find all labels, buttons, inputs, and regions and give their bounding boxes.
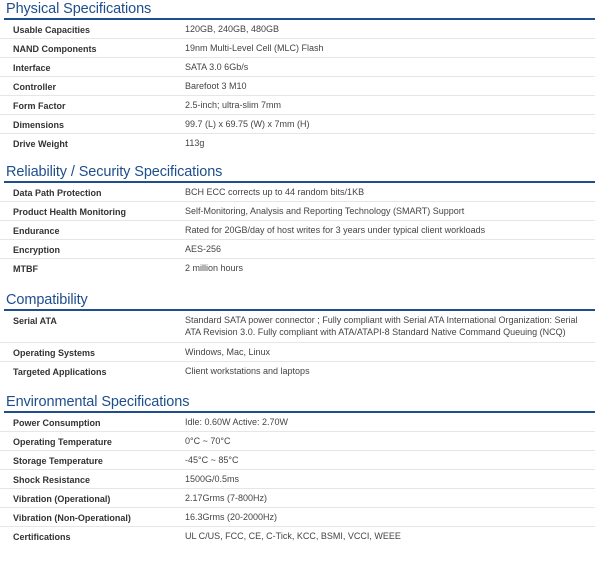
spec-row (0, 202, 595, 221)
spec-value: 2.17Grms (7-800Hz) (185, 493, 268, 503)
spec-row (0, 259, 595, 277)
spec-row (0, 432, 595, 451)
spec-row (0, 115, 595, 134)
spec-label: Vibration (Non-Operational) (13, 513, 131, 523)
spec-value: -45°C ~ 85°C (185, 455, 239, 465)
spec-label: Usable Capacities (13, 25, 91, 35)
spec-value: UL C/US, FCC, CE, C-Tick, KCC, BSMI, VCCI, WEEE (185, 531, 401, 541)
compatibility-section (0, 291, 600, 380)
reliability-security-section (0, 163, 600, 277)
spec-label: Certifications (13, 532, 71, 542)
spec-value: Idle: 0.60W Active: 2.70W (185, 417, 289, 427)
spec-row (0, 39, 595, 58)
spec-row (0, 240, 595, 259)
spec-row (0, 58, 595, 77)
spec-row (0, 96, 595, 115)
spec-label: Vibration (Operational) (13, 494, 111, 504)
spec-label: Serial ATA (13, 316, 57, 326)
spec-row (0, 311, 595, 343)
spec-label: Operating Temperature (13, 437, 112, 447)
spec-row (0, 183, 595, 202)
spec-value: Client workstations and laptops (185, 366, 310, 376)
spec-value: 1500G/0.5ms (185, 474, 240, 484)
spec-label: Targeted Applications (13, 367, 107, 377)
spec-value: 16.3Grms (20-2000Hz) (185, 512, 278, 522)
spec-row (0, 343, 595, 362)
spec-row (0, 362, 595, 380)
spec-label: Product Health Monitoring (13, 207, 126, 217)
environmental-specifications-section (0, 393, 600, 545)
spec-label: Form Factor (13, 101, 66, 111)
spec-row (0, 413, 595, 432)
spec-value: 2.5-inch; ultra-slim 7mm (185, 100, 282, 110)
spec-row (0, 470, 595, 489)
section-title: Reliability / Security Specifications (6, 164, 223, 180)
spec-value: 99.7 (L) x 69.75 (W) x 7mm (H) (185, 119, 310, 129)
spec-value: Barefoot 3 M10 (185, 81, 247, 91)
spec-value: Self-Monitoring, Analysis and Reporting Technology (SMART) Support (185, 206, 465, 216)
spec-label: Controller (13, 82, 57, 92)
spec-label: Endurance (13, 226, 60, 236)
spec-value: 120GB, 240GB, 480GB (185, 24, 280, 34)
section-title: Environmental Specifications (6, 394, 190, 410)
spec-label: Encryption (13, 245, 61, 255)
spec-label: Interface (13, 63, 51, 73)
spec-value: 2 million hours (185, 263, 244, 273)
spec-value: Windows, Mac, Linux (185, 347, 271, 357)
spec-label: MTBF (13, 264, 38, 274)
spec-label: Storage Temperature (13, 456, 103, 466)
spec-value: AES-256 (185, 244, 222, 254)
spec-label: Dimensions (13, 120, 65, 130)
spec-value: 0°C ~ 70°C (185, 436, 231, 446)
spec-row (0, 77, 595, 96)
spec-row (0, 527, 595, 545)
spec-value: Rated for 20GB/day of host writes for 3 years under typical client workloads (185, 225, 486, 235)
section-title: Physical Specifications (6, 1, 152, 17)
physical-specifications-section (0, 0, 600, 152)
spec-label: Operating Systems (13, 348, 96, 358)
spec-label: Data Path Protection (13, 188, 102, 198)
spec-row (0, 451, 595, 470)
spec-row (0, 508, 595, 527)
spec-row (0, 221, 595, 240)
spec-value: SATA 3.0 6Gb/s (185, 62, 249, 72)
spec-value: 19nm Multi-Level Cell (MLC) Flash (185, 43, 324, 53)
spec-row (0, 134, 595, 152)
spec-row (0, 20, 595, 39)
spec-label: Power Consumption (13, 418, 101, 428)
section-title: Compatibility (6, 292, 88, 308)
spec-value: Standard SATA power connector ; Fully compliant with Serial ATA International Organization: Serial ATA Revision 3.0. Fully compliant with ATA/ATAPI-8 Standard Native Command Queuing (NCQ) (185, 315, 578, 337)
spec-label: Drive Weight (13, 139, 68, 149)
spec-label: Shock Resistance (13, 475, 91, 485)
spec-label: NAND Components (13, 44, 97, 54)
spec-value: 113g (185, 138, 205, 148)
spec-value: BCH ECC corrects up to 44 random bits/1KB (185, 187, 365, 197)
spec-row (0, 489, 595, 508)
